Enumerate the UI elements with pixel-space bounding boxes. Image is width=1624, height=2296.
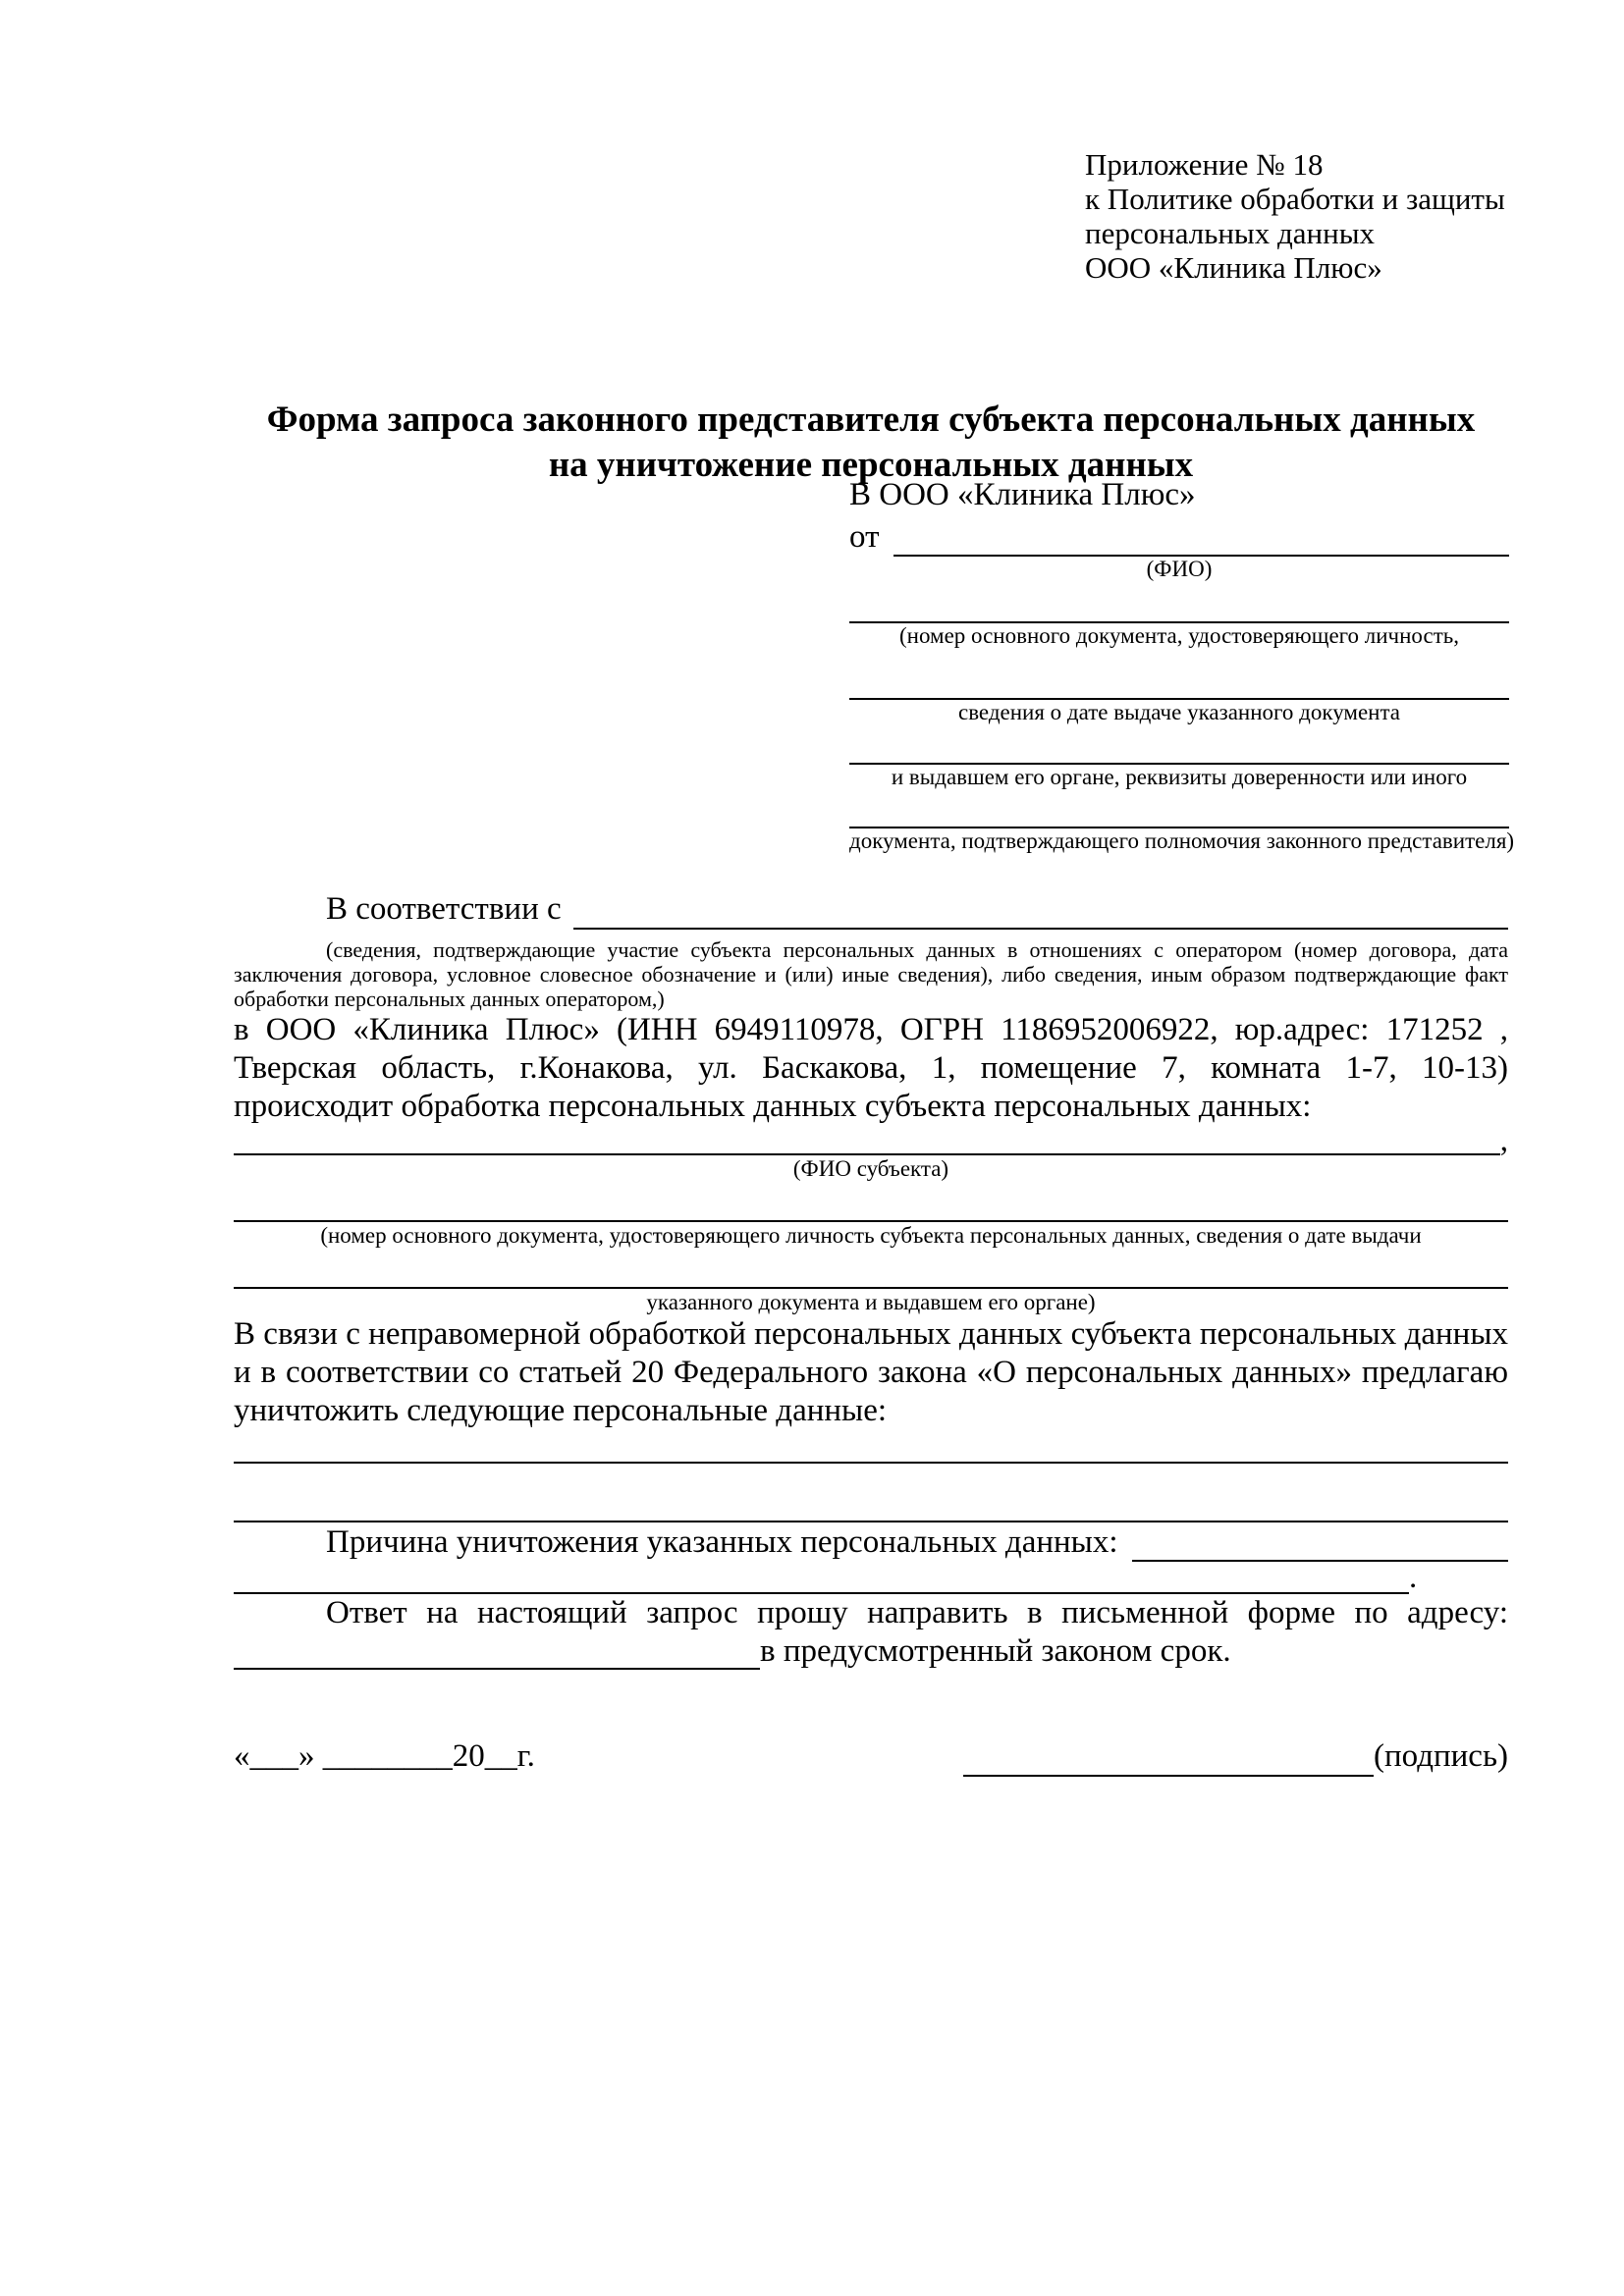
signature-caption: (подпись): [1374, 1738, 1508, 1774]
blank-field-line: [234, 1249, 1508, 1289]
demand-line: уничтожить следующие персональные данные:: [234, 1393, 888, 1428]
demand-line: и в соответствии со статьей 20 Федерального закона «О персональных данных» предлагаю: [234, 1355, 1508, 1390]
fine-print-line: заключения договора, условное словесное обозначение и (или) иные сведения), либо сведения, иным образом подтверждающие факт: [234, 962, 1508, 987]
demand-line: В связи с неправомерной обработкой персональных данных субъекта персональных данных: [234, 1316, 1508, 1352]
blank-field-line: [234, 1632, 760, 1670]
trailing-period: .: [1409, 1560, 1418, 1595]
signature-blank-line: [963, 1735, 1374, 1777]
subject-name-row: [234, 1123, 1508, 1158]
blank-field-line: [849, 725, 1509, 765]
signature-group: [963, 1735, 1508, 1777]
fio-caption: (ФИО): [1146, 557, 1213, 581]
appendix-line: ООО «Клиника Плюс»: [1085, 250, 1382, 285]
issue-date-caption: сведения о дате выдаче указанного документа: [957, 700, 1401, 724]
date-line: «___» ________20__г.: [234, 1738, 535, 1774]
authority-caption: документа, подтверждающего полномочия законного представителя): [849, 828, 1515, 853]
appendix-block: [1085, 147, 1505, 285]
demand-paragraph: [234, 1315, 1508, 1430]
operator-line: происходит обработка персональных данных субъекта персональных данных:: [234, 1089, 1312, 1124]
blank-field-line: [234, 1464, 1508, 1522]
blank-field-line: [234, 1562, 1409, 1594]
from-label: от: [849, 519, 880, 555]
subject-fio-caption: (ФИО субъекта): [792, 1156, 949, 1181]
operator-line: Тверская область, г.Конакова, ул. Баскакова, 1, помещение 7, комната 1-7, 10-13): [234, 1050, 1508, 1086]
blank-field-line: [1132, 1522, 1508, 1562]
document-body: [234, 888, 1508, 1670]
reason-label: Причина уничтожения указанных персональных данных:: [326, 1524, 1118, 1560]
reason-continuation-row: [234, 1562, 1508, 1594]
operator-paragraph: [234, 1011, 1508, 1126]
fine-print-block: [234, 937, 1508, 1011]
trailing-comma: ,: [1499, 1123, 1508, 1158]
issuer-caption: и выдавшем его органе, реквизиты доверенности или иного: [891, 765, 1468, 789]
from-row: [849, 518, 1509, 557]
appendix-line: к Политике обработки и защиты: [1085, 182, 1505, 216]
blank-field-line: [893, 518, 1510, 557]
blank-field-line: [849, 790, 1509, 828]
addressee-block: [849, 475, 1515, 854]
reply-line-2-text: в предусмотренный законом срок.: [760, 1633, 1231, 1669]
subject-doc-caption-2: указанного документа и выдавшем его органе): [646, 1290, 1096, 1314]
fine-print-line: обработки персональных данных оператором,): [234, 987, 665, 1011]
blank-field-line: [849, 649, 1509, 700]
operator-line: в ООО «Клиника Плюс» (ИНН 6949110978, ОГРН 1186952006922, юр.адрес: 171252 ,: [234, 1012, 1508, 1047]
doc-number-caption: (номер основного документа, удостоверяющего личность,: [898, 623, 1459, 648]
reply-address-row: [234, 1632, 1508, 1670]
blank-field-line: [234, 1126, 1500, 1155]
accordance-row: [234, 888, 1508, 930]
addressee-to: В ООО «Клиника Плюс»: [849, 477, 1196, 512]
blank-field-line: [234, 1182, 1508, 1222]
subject-doc-caption-1: (номер основного документа, удостоверяющего личность субъекта персональных данных, сведения о дате выдачи: [320, 1223, 1422, 1248]
appendix-line: Приложение № 18: [1085, 147, 1324, 182]
reason-row: [234, 1522, 1508, 1562]
reply-line-1: Ответ на настоящий запрос прошу направить в письменной форме по адресу:: [326, 1595, 1508, 1630]
appendix-line: персональных данных: [1085, 216, 1376, 250]
accordance-label: В соответствии с: [326, 891, 562, 927]
fine-print-line: (сведения, подтверждающие участие субъекта персональных данных в отношениях с оператором (номер договора, дата: [326, 937, 1508, 962]
date-signature-row: [234, 1735, 1508, 1777]
title-line-1: Форма запроса законного представителя субъекта персональных данных: [266, 400, 1476, 440]
blank-field-line: [849, 582, 1509, 623]
title-line-2: на уничтожение персональных данных: [548, 445, 1194, 485]
blank-field-line: [234, 1430, 1508, 1464]
blank-field-line: [573, 888, 1508, 930]
